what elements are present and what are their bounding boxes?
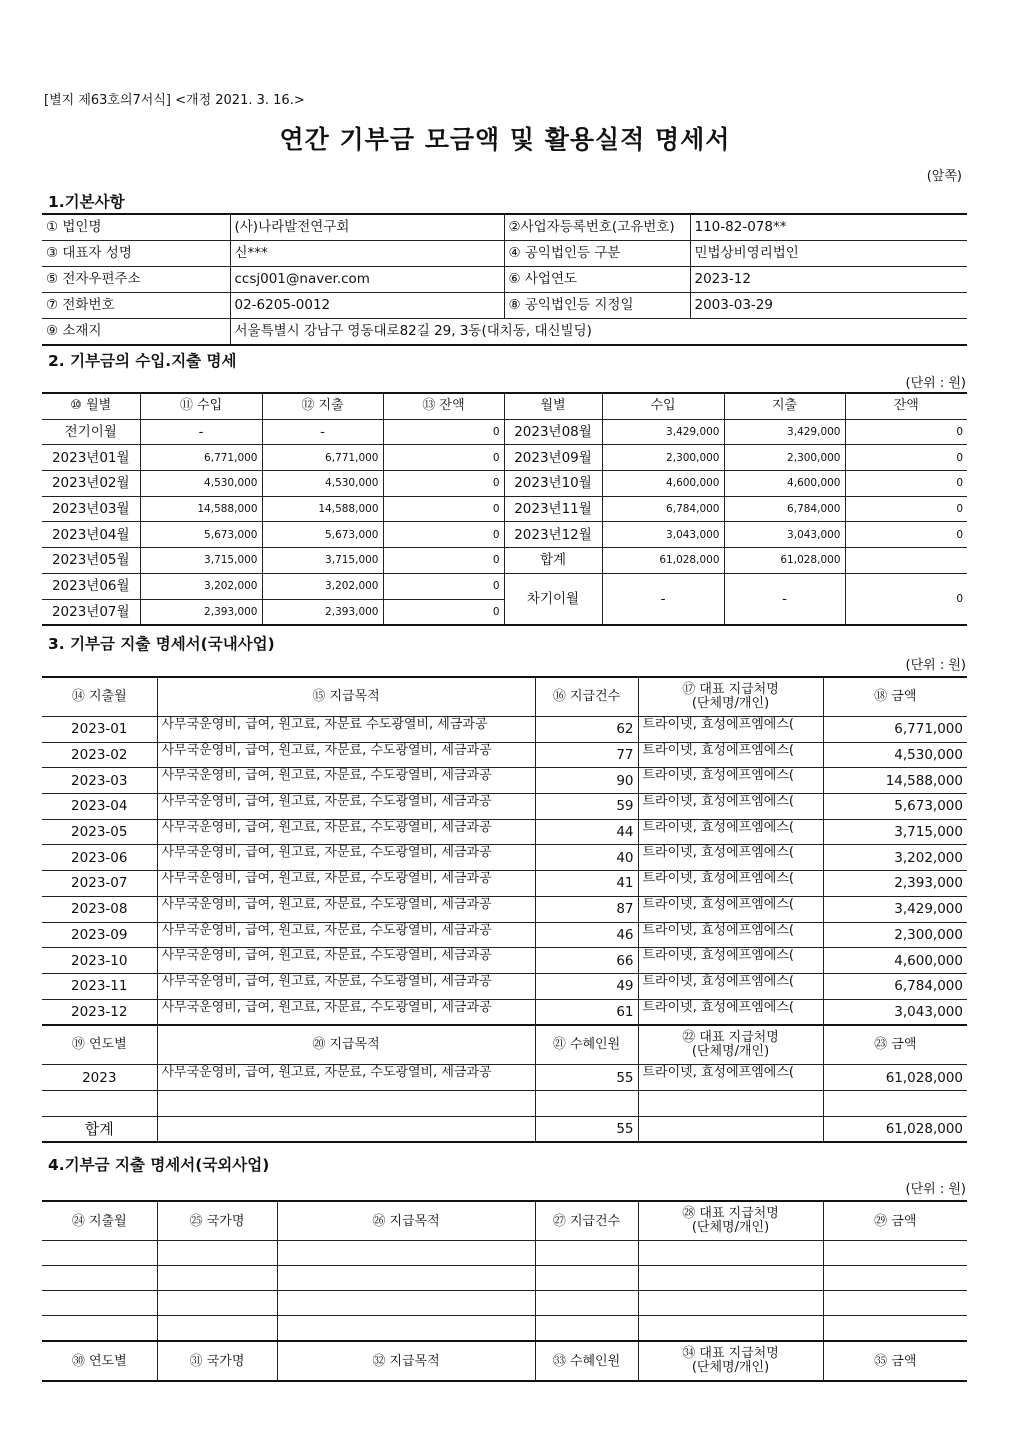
payee-header-line1: ㉒ 대표 지급처명 [682, 1030, 779, 1046]
month-cell: 2023년12월 [504, 522, 602, 548]
empty-row [42, 1266, 967, 1291]
empty-cell [42, 1090, 157, 1116]
purpose-cell: 사무국운영비, 급여, 원고료, 자문료, 수도광열비, 세금과공 [157, 973, 535, 999]
info-label: ⑥ 사업연도 [504, 267, 690, 293]
info-label: ⑧ 공익법인등 지정일 [504, 293, 690, 319]
month-cell: 2023년03월 [42, 496, 140, 522]
balance-cell: 0 [383, 445, 504, 471]
table-row [42, 871, 967, 897]
table-header-row [42, 393, 967, 419]
empty-cell [823, 1316, 967, 1342]
count-cell: 41 [535, 871, 638, 897]
empty-cell [157, 1116, 535, 1142]
table-row [42, 999, 967, 1025]
purpose-cell: 사무국운영비, 급여, 원고료, 자문료, 수도광열비, 세금과공 [157, 845, 535, 871]
table-row [42, 896, 967, 922]
amount-cell: 61,028,000 [823, 1065, 967, 1091]
table-row [42, 973, 967, 999]
month-cell: 2023-04 [42, 794, 157, 820]
table-row [42, 819, 967, 845]
month-cell: 2023년09월 [504, 445, 602, 471]
carry-balance: 0 [845, 573, 967, 625]
info-value: 2023-12 [690, 267, 967, 293]
purpose-cell: 사무국운영비, 급여, 원고료, 자문료, 수도광열비, 세금과공 [157, 1065, 535, 1091]
income-cell: - [140, 419, 262, 445]
column-header: ㉟ 금액 [823, 1341, 967, 1381]
month-cell: 2023-11 [42, 973, 157, 999]
info-value: 민법상비영리법인 [690, 241, 967, 267]
column-header: ㉖ 지급목적 [277, 1201, 535, 1241]
purpose-cell: 사무국운영비, 급여, 원고료, 자문료, 수도광열비, 세금과공 [157, 794, 535, 820]
expense-cell: 4,530,000 [262, 471, 383, 497]
income-cell: 3,715,000 [140, 548, 262, 574]
empty-row [42, 1241, 967, 1266]
info-label: ⑨ 소재지 [42, 319, 230, 346]
amount-cell: 3,429,000 [823, 896, 967, 922]
info-label: ① 법인명 [42, 214, 230, 241]
expense-cell: 2,393,000 [262, 599, 383, 625]
month-cell: 2023년05월 [42, 548, 140, 574]
column-header: ⑬ 잔액 [383, 393, 504, 419]
expense-cell: - [262, 419, 383, 445]
table-row [42, 717, 967, 743]
column-header: 지출 [724, 393, 845, 419]
empty-cell [157, 1266, 277, 1291]
payee-header-line2: (단체명/개인) [691, 696, 770, 711]
empty-cell [277, 1241, 535, 1266]
table-header-row [42, 1025, 967, 1065]
month-cell: 2023-07 [42, 871, 157, 897]
income-cell: 61,028,000 [602, 548, 724, 574]
purpose-cell: 사무국운영비, 급여, 원고료, 자문료, 수도광열비, 세금과공 [157, 871, 535, 897]
section-4-unit: (단위 : 원) [905, 1182, 966, 1197]
month-cell: 2023-06 [42, 845, 157, 871]
column-header: ㉗ 지급건수 [535, 1201, 638, 1241]
table-row [42, 445, 967, 471]
balance-cell: 0 [845, 522, 967, 548]
info-row-address [42, 319, 967, 346]
month-cell: 2023년02월 [42, 471, 140, 497]
count-cell: 62 [535, 717, 638, 743]
section-3-unit: (단위 : 원) [905, 658, 966, 673]
expense-cell: 3,202,000 [262, 573, 383, 599]
empty-cell [638, 1316, 823, 1342]
carry-forward-label: 차기이월 [504, 573, 602, 625]
empty-row [42, 1316, 967, 1342]
count-cell: 46 [535, 922, 638, 948]
total-row [42, 1116, 967, 1142]
expense-cell: 4,600,000 [724, 471, 845, 497]
column-header: ⑩ 월별 [42, 393, 140, 419]
carry-income: - [602, 573, 724, 625]
payee-cell: 트라이넷, 효성에프엠에스( [638, 1065, 823, 1091]
expense-cell: 14,588,000 [262, 496, 383, 522]
year-row [42, 1065, 967, 1091]
empty-cell [638, 1291, 823, 1316]
payee-cell: 트라이넷, 효성에프엠에스( [638, 845, 823, 871]
info-value: 2003-03-29 [690, 293, 967, 319]
purpose-cell: 사무국운영비, 급여, 원고료, 자문료, 수도광열비, 세금과공 [157, 896, 535, 922]
payee-cell: 트라이넷, 효성에프엠에스( [638, 999, 823, 1025]
amount-cell: 2,393,000 [823, 871, 967, 897]
table-row [42, 548, 967, 574]
balance-cell: 0 [383, 496, 504, 522]
table-row [42, 471, 967, 497]
empty-cell [823, 1241, 967, 1266]
column-header: ⑱ 금액 [823, 677, 967, 717]
payee-header-line2: (단체명/개인) [691, 1220, 770, 1235]
count-cell: 87 [535, 896, 638, 922]
balance-cell: 0 [383, 599, 504, 625]
column-header: ㉝ 수혜인원 [535, 1341, 638, 1381]
month-cell: 2023-08 [42, 896, 157, 922]
empty-cell [535, 1316, 638, 1342]
income-cell: 2,300,000 [602, 445, 724, 471]
empty-cell [42, 1241, 157, 1266]
amount-cell: 14,588,000 [823, 768, 967, 794]
count-cell: 40 [535, 845, 638, 871]
month-cell: 2023년08월 [504, 419, 602, 445]
info-value: 02-6205-0012 [230, 293, 504, 319]
income-cell: 3,043,000 [602, 522, 724, 548]
month-cell: 2023년07월 [42, 599, 140, 625]
count-cell: 44 [535, 819, 638, 845]
section-2-title: 2. 기부금의 수입.지출 명세 [48, 352, 237, 370]
payee-header-line2: (단체명/개인) [691, 1044, 770, 1060]
payee-cell: 트라이넷, 효성에프엠에스( [638, 768, 823, 794]
section-2-unit: (단위 : 원) [905, 376, 966, 391]
address-value: 서울특별시 강남구 영동대로82길 29, 3동(대치동, 대신빌딩) [230, 319, 967, 346]
column-header: ㉕ 국가명 [157, 1201, 277, 1241]
month-cell: 2023-02 [42, 742, 157, 768]
domestic-expense-table [42, 676, 967, 1143]
empty-cell [42, 1266, 157, 1291]
column-header: ⑳ 지급목적 [157, 1025, 535, 1065]
info-row [42, 214, 967, 241]
purpose-cell: 사무국운영비, 급여, 원고료, 자문료, 수도광열비, 세금과공 [157, 922, 535, 948]
count-cell: 49 [535, 973, 638, 999]
month-cell: 2023년11월 [504, 496, 602, 522]
empty-cell [157, 1241, 277, 1266]
month-cell: 전기이월 [42, 419, 140, 445]
expense-cell: 3,043,000 [724, 522, 845, 548]
month-cell: 2023-03 [42, 768, 157, 794]
column-header: ⑫ 지출 [262, 393, 383, 419]
table-row [42, 768, 967, 794]
expense-cell: 6,771,000 [262, 445, 383, 471]
purpose-cell: 사무국운영비, 급여, 원고료, 자문료, 수도광열비, 세금과공 [157, 768, 535, 794]
info-row [42, 267, 967, 293]
amount-cell: 4,530,000 [823, 742, 967, 768]
income-cell: 6,784,000 [602, 496, 724, 522]
income-cell: 4,530,000 [140, 471, 262, 497]
balance-cell: 0 [845, 445, 967, 471]
payee-cell: 트라이넷, 효성에프엠에스( [638, 717, 823, 743]
amount-cell: 3,715,000 [823, 819, 967, 845]
balance-cell [845, 548, 967, 574]
amount-cell: 3,043,000 [823, 999, 967, 1025]
empty-cell [638, 1116, 823, 1142]
column-header: ㉛ 국가명 [157, 1341, 277, 1381]
expense-cell: 5,673,000 [262, 522, 383, 548]
empty-cell [823, 1291, 967, 1316]
payee-cell: 트라이넷, 효성에프엠에스( [638, 742, 823, 768]
page-title: 연간 기부금 모금액 및 활용실적 명세서 [279, 125, 731, 154]
amount-cell: 2,300,000 [823, 922, 967, 948]
column-header-payee [638, 1201, 823, 1241]
column-header: ㉙ 금액 [823, 1201, 967, 1241]
column-header: 잔액 [845, 393, 967, 419]
info-value: 신*** [230, 241, 504, 267]
empty-cell [535, 1241, 638, 1266]
carry-expense: - [724, 573, 845, 625]
month-cell: 2023년06월 [42, 573, 140, 599]
table-row [42, 742, 967, 768]
payee-cell: 트라이넷, 효성에프엠에스( [638, 794, 823, 820]
balance-cell: 0 [845, 419, 967, 445]
income-cell: 2,393,000 [140, 599, 262, 625]
total-label: 합계 [42, 1116, 157, 1142]
form-number: [별지 제63호의7서식] <개정 2021. 3. 16.> [44, 93, 305, 108]
empty-cell [277, 1316, 535, 1342]
empty-cell [823, 1090, 967, 1116]
empty-cell [638, 1090, 823, 1116]
page-side-label: (앞쪽) [926, 169, 962, 184]
table-row [42, 922, 967, 948]
total-count: 55 [535, 1116, 638, 1142]
column-header: ㉓ 금액 [823, 1025, 967, 1065]
info-label: ⑦ 전화번호 [42, 293, 230, 319]
month-cell: 2023-01 [42, 717, 157, 743]
table-row [42, 496, 967, 522]
month-cell: 2023년04월 [42, 522, 140, 548]
empty-cell [638, 1241, 823, 1266]
year-cell: 2023 [42, 1065, 157, 1091]
balance-cell: 0 [845, 471, 967, 497]
basic-info-table [42, 213, 967, 346]
purpose-cell: 사무국운영비, 급여, 원고료, 자문료, 수도광열비, 세금과공 [157, 742, 535, 768]
empty-cell [535, 1266, 638, 1291]
expense-cell: 61,028,000 [724, 548, 845, 574]
payee-header-line1: ㉘ 대표 지급처명 [682, 1206, 779, 1221]
month-cell: 2023년01월 [42, 445, 140, 471]
payee-header-line1: ㉞ 대표 지급처명 [682, 1346, 779, 1361]
income-cell: 3,202,000 [140, 573, 262, 599]
count-cell: 66 [535, 948, 638, 974]
payee-cell: 트라이넷, 효성에프엠에스( [638, 819, 823, 845]
expense-cell: 6,784,000 [724, 496, 845, 522]
column-header: ⑯ 지급건수 [535, 677, 638, 717]
purpose-cell: 사무국운영비, 급여, 원고료, 자문료, 수도광열비, 세금과공 [157, 948, 535, 974]
info-label: ②사업자등록번호(고유번호) [504, 214, 690, 241]
balance-cell: 0 [845, 496, 967, 522]
count-cell: 61 [535, 999, 638, 1025]
empty-cell [42, 1291, 157, 1316]
balance-cell: 0 [383, 471, 504, 497]
empty-cell [157, 1090, 535, 1116]
column-header: ⑮ 지급목적 [157, 677, 535, 717]
info-label: ③ 대표자 성명 [42, 241, 230, 267]
table-row [42, 948, 967, 974]
payee-cell: 트라이넷, 효성에프엠에스( [638, 922, 823, 948]
count-cell: 77 [535, 742, 638, 768]
table-header-row [42, 677, 967, 717]
purpose-cell: 사무국운영비, 급여, 원고료, 자문료, 수도광열비, 세금과공 [157, 999, 535, 1025]
count-cell: 59 [535, 794, 638, 820]
info-row [42, 293, 967, 319]
empty-cell [535, 1090, 638, 1116]
info-value: 110-82-078** [690, 214, 967, 241]
month-cell: 합계 [504, 548, 602, 574]
purpose-cell: 사무국운영비, 급여, 원고료, 자문료, 수도광열비, 세금과공 [157, 819, 535, 845]
empty-cell [42, 1316, 157, 1342]
payee-cell: 트라이넷, 효성에프엠에스( [638, 948, 823, 974]
column-header: ㉑ 수혜인원 [535, 1025, 638, 1065]
column-header: ㉚ 연도별 [42, 1341, 157, 1381]
amount-cell: 6,771,000 [823, 717, 967, 743]
balance-cell: 0 [383, 548, 504, 574]
payee-header-line1: ⑰ 대표 지급처명 [682, 682, 779, 697]
info-label: ④ 공익법인등 구분 [504, 241, 690, 267]
count-cell: 90 [535, 768, 638, 794]
expense-cell: 2,300,000 [724, 445, 845, 471]
payee-header-line2: (단체명/개인) [691, 1360, 770, 1375]
total-amount: 61,028,000 [823, 1116, 967, 1142]
section-4-title: 4.기부금 지출 명세서(국외사업) [48, 1156, 270, 1174]
amount-cell: 5,673,000 [823, 794, 967, 820]
column-header-payee [638, 677, 823, 717]
column-header: ⑭ 지출월 [42, 677, 157, 717]
income-cell: 4,600,000 [602, 471, 724, 497]
month-cell: 2023-09 [42, 922, 157, 948]
month-cell: 2023년10월 [504, 471, 602, 497]
empty-cell [535, 1291, 638, 1316]
empty-cell [277, 1266, 535, 1291]
table-row [42, 794, 967, 820]
column-header: 월별 [504, 393, 602, 419]
table-row [42, 419, 967, 445]
month-cell: 2023-05 [42, 819, 157, 845]
empty-cell [157, 1316, 277, 1342]
empty-row [42, 1090, 967, 1116]
table-row [42, 845, 967, 871]
balance-cell: 0 [383, 419, 504, 445]
column-header-payee [638, 1341, 823, 1381]
column-header-payee [638, 1025, 823, 1065]
amount-cell: 6,784,000 [823, 973, 967, 999]
empty-cell [157, 1291, 277, 1316]
column-header: ㉜ 지급목적 [277, 1341, 535, 1381]
column-header: ⑪ 수입 [140, 393, 262, 419]
expense-cell: 3,715,000 [262, 548, 383, 574]
column-header: 수입 [602, 393, 724, 419]
expense-cell: 3,429,000 [724, 419, 845, 445]
income-cell: 14,588,000 [140, 496, 262, 522]
empty-cell [823, 1266, 967, 1291]
income-cell: 3,429,000 [602, 419, 724, 445]
month-cell: 2023-12 [42, 999, 157, 1025]
table-row [42, 522, 967, 548]
income-cell: 5,673,000 [140, 522, 262, 548]
payee-cell: 트라이넷, 효성에프엠에스( [638, 871, 823, 897]
table-header-row [42, 1201, 967, 1241]
section-3-title: 3. 기부금 지출 명세서(국내사업) [48, 635, 275, 653]
table-header-row [42, 1341, 967, 1381]
column-header: ㉔ 지출월 [42, 1201, 157, 1241]
info-label: ⑤ 전자우편주소 [42, 267, 230, 293]
info-value: (사)나라발전연구회 [230, 214, 504, 241]
empty-cell [638, 1266, 823, 1291]
table-row [42, 573, 967, 599]
payee-cell: 트라이넷, 효성에프엠에스( [638, 973, 823, 999]
beneficiary-cell: 55 [535, 1065, 638, 1091]
income-expense-table [42, 392, 967, 626]
amount-cell: 4,600,000 [823, 948, 967, 974]
empty-row [42, 1291, 967, 1316]
info-value: ccsj001@naver.com [230, 267, 504, 293]
overseas-expense-table [42, 1200, 967, 1382]
empty-cell [277, 1291, 535, 1316]
info-row [42, 241, 967, 267]
payee-cell: 트라이넷, 효성에프엠에스( [638, 896, 823, 922]
balance-cell: 0 [383, 573, 504, 599]
column-header: ⑲ 연도별 [42, 1025, 157, 1065]
income-cell: 6,771,000 [140, 445, 262, 471]
purpose-cell: 사무국운영비, 급여, 원고료, 자문료 수도광열비, 세금과공 [157, 717, 535, 743]
amount-cell: 3,202,000 [823, 845, 967, 871]
balance-cell: 0 [383, 522, 504, 548]
month-cell: 2023-10 [42, 948, 157, 974]
section-1-title: 1.기본사항 [48, 193, 125, 211]
